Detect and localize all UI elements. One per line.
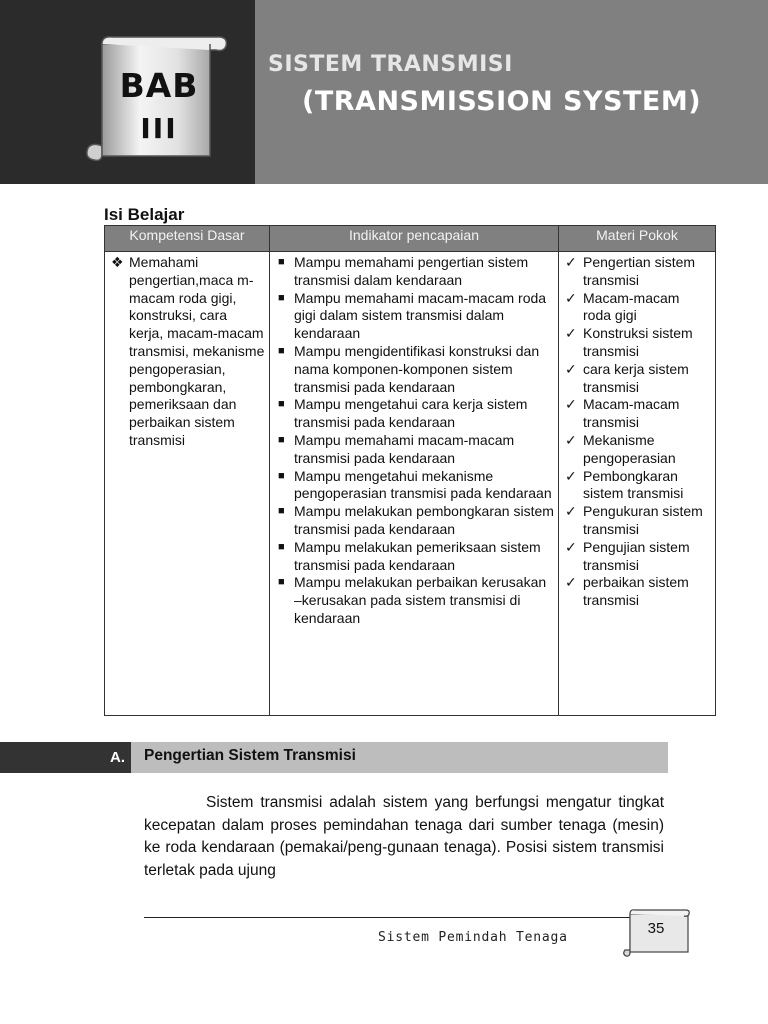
list-item-text: Mampu memahami macam-macam roda gigi dalam sistem transmisi dalam kendaraan [294, 289, 547, 342]
list-item-text: Mampu melakukan pemeriksaan sistem transmisi pada kendaraan [294, 538, 541, 573]
square-bullet-icon: ■ [278, 505, 285, 518]
check-bullet-icon: ✓ [565, 467, 577, 484]
square-bullet-icon: ■ [278, 256, 285, 268]
check-bullet-icon: ✓ [565, 396, 577, 413]
list-item-text: Macam-macam transmisi [583, 396, 680, 431]
list-item [274, 503, 554, 539]
list-item-text: Mampu memahami macam-macam transmisi pada kendaraan [294, 431, 515, 466]
check-bullet-icon: ✓ [565, 325, 577, 342]
check-bullet-icon: ✓ [565, 503, 577, 520]
column-header-indikator: Indikator pencapaian [270, 226, 559, 252]
list-item-text: Konstruksi sistem transmisi [583, 325, 693, 359]
section-label: A. [110, 749, 125, 766]
square-bullet-icon: ■ [278, 344, 285, 357]
list-item-text: Memahami pengertian,maca m-macam roda gigi, konstruksi, cara kerja, macam-macam transmisi, mekanisme pengoperasian, pembongkaran, pemeriksaan dan perbaikan sistem transmisi [129, 254, 265, 448]
column-header-kompetensi: Kompetensi Dasar [105, 226, 270, 252]
list-item [274, 539, 554, 575]
list-item-text: Mampu melakukan pembongkaran sistem transmisi pada kendaraan [294, 503, 554, 537]
list-item [563, 325, 711, 361]
list-item-text: Pengertian sistem transmisi [583, 254, 696, 288]
table-header-row [105, 226, 716, 252]
section-title: Pengertian Sistem Transmisi [144, 747, 356, 764]
check-bullet-icon: ✓ [565, 254, 577, 270]
square-bullet-icon: ■ [278, 291, 285, 304]
square-bullet-icon: ■ [278, 576, 285, 589]
list-item [109, 254, 265, 450]
square-bullet-icon: ■ [278, 433, 285, 446]
diamond-bullet-icon: ❖ [111, 254, 124, 270]
check-bullet-icon: ✓ [565, 360, 577, 377]
chapter-title: SISTEM TRANSMISI [268, 52, 513, 77]
list-item-text: Pembongkaran sistem transmisi [583, 467, 684, 502]
footer-rule [144, 917, 634, 918]
list-item [563, 503, 711, 539]
list-item [274, 254, 554, 290]
column-header-materi: Materi Pokok [559, 226, 716, 252]
body-paragraph [144, 792, 664, 882]
list-item-text: Mampu mengetahui cara kerja sistem transmisi pada kendaraan [294, 396, 528, 431]
list-item-text: Mampu mengidentifikasi konstruksi dan nama komponen-komponen sistem transmisi pada kendaraan [294, 342, 540, 395]
check-bullet-icon: ✓ [565, 574, 577, 591]
table-row [105, 252, 716, 716]
list-item [274, 468, 554, 504]
square-bullet-icon: ■ [278, 540, 285, 553]
paragraph-text: Sistem transmisi adalah sistem yang berfungsi mengatur tingkat kecepatan dalam proses pemindahan tenaga dari sumber tenaga (mesin) ke roda kendaraan (pemakai/peng-gunaan tenaga). Posisi sistem transmisi terletak pada ujung [144, 794, 664, 879]
materi-cell [559, 252, 716, 716]
chapter-number: III [140, 112, 178, 145]
learning-heading: Isi Belajar [104, 205, 185, 224]
chapter-word: BAB [119, 66, 199, 105]
list-item-text: Pengukuran sistem transmisi [583, 503, 703, 537]
indikator-cell [270, 252, 559, 716]
competency-table [104, 225, 716, 716]
list-item [563, 539, 711, 575]
list-item-text: cara kerja sistem transmisi [583, 360, 689, 395]
chapter-subtitle: (TRANSMISSION SYSTEM) [302, 86, 702, 117]
page-number: 35 [647, 920, 665, 937]
kompetensi-cell [105, 252, 270, 716]
list-item [563, 290, 711, 326]
square-bullet-icon: ■ [278, 398, 285, 411]
list-item [274, 343, 554, 396]
list-item [274, 574, 554, 627]
list-item-text: Mampu memahami pengertian sistem transmisi dalam kendaraan [294, 254, 529, 288]
list-item [274, 290, 554, 343]
list-item-text: Mekanisme pengoperasian [583, 431, 676, 466]
list-item-text: Pengujian sistem transmisi [583, 538, 690, 573]
list-item [563, 468, 711, 504]
list-item-text: Macam-macam roda gigi [583, 289, 680, 324]
square-bullet-icon: ■ [278, 469, 285, 482]
list-item [563, 396, 711, 432]
list-item [563, 574, 711, 610]
list-item [563, 361, 711, 397]
list-item-text: Mampu mengetahui mekanisme pengoperasian transmisi pada kendaraan [294, 467, 552, 502]
list-item [274, 396, 554, 432]
list-item [563, 254, 711, 290]
check-bullet-icon: ✓ [565, 431, 577, 448]
running-title: Sistem Pemindah Tenaga [378, 930, 568, 945]
list-item-text: perbaikan sistem transmisi [583, 574, 689, 609]
check-bullet-icon: ✓ [565, 289, 577, 306]
list-item-text: Mampu melakukan perbaikan kerusakan –kerusakan pada sistem transmisi di kendaraan [294, 574, 547, 626]
list-item [274, 432, 554, 468]
list-item [563, 432, 711, 468]
check-bullet-icon: ✓ [565, 538, 577, 555]
